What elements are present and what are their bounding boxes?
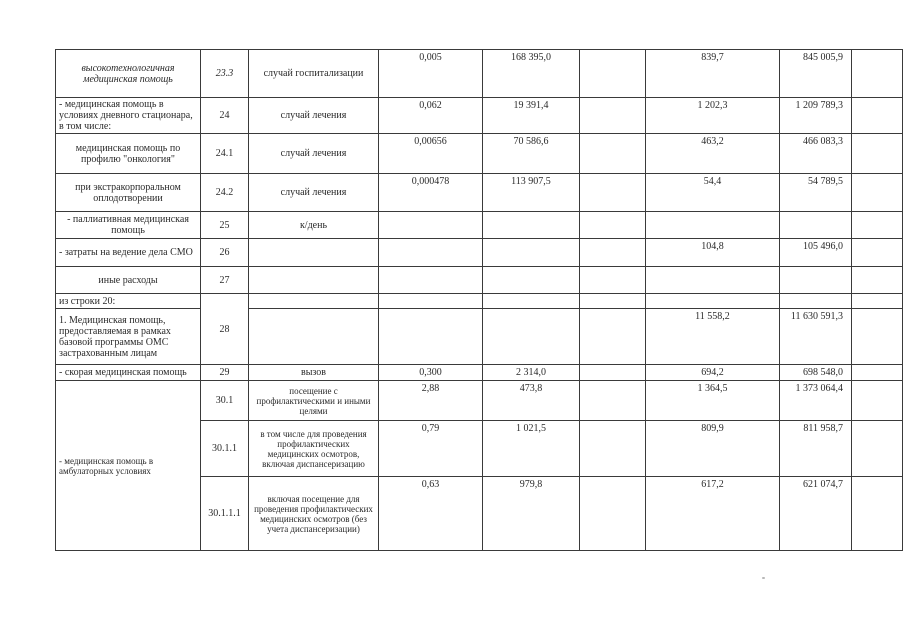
row-value-4: 11 558,2 [646, 309, 780, 365]
row-unit: включая посещение для проведения профилактических медицинских осмотров (без учета диспансеризации) [249, 477, 379, 551]
row-value-2 [483, 294, 580, 309]
row-value-5 [852, 421, 903, 477]
table-row [56, 174, 903, 212]
table-row [56, 212, 903, 239]
row-value-1 [379, 294, 483, 309]
row-number: 26 [201, 239, 249, 267]
scan-speck [762, 577, 765, 579]
row-unit: случай лечения [249, 134, 379, 174]
row-number: 25 [201, 212, 249, 239]
row-value-5 [852, 212, 903, 239]
row-value-4 [646, 267, 780, 294]
row-value-1: 0,79 [379, 421, 483, 477]
row-value-1 [379, 267, 483, 294]
row-value-5 [852, 50, 903, 98]
row-name: - медицинская помощь в амбулаторных условиях [56, 381, 201, 551]
row-unit: вызов [249, 365, 379, 381]
row-value-5 [852, 365, 903, 381]
row-name: иные расходы [56, 267, 201, 294]
row-unit: случай лечения [249, 98, 379, 134]
table-row [56, 134, 903, 174]
row-value-2: 473,8 [483, 381, 580, 421]
row-value-4: 104,8 [646, 239, 780, 267]
row-value-4: 463,2 [646, 134, 780, 174]
row-value-4: 617,2 [646, 477, 780, 551]
row-unit: в том числе для проведения профилактических медицинских осмотров, включая диспансеризацию [249, 421, 379, 477]
row-value-2: 2 314,0 [483, 365, 580, 381]
row-value-3 [580, 477, 646, 551]
row-value-6 [780, 267, 852, 294]
row-value-5 [852, 174, 903, 212]
row-value-5 [852, 294, 903, 309]
table-row [56, 381, 903, 421]
row-value-3 [580, 381, 646, 421]
row-value-6: 621 074,7 [780, 477, 852, 551]
row-value-3 [580, 134, 646, 174]
row-number: 30.1 [201, 381, 249, 421]
row-number: 30.1.1 [201, 421, 249, 477]
row-number: 30.1.1.1 [201, 477, 249, 551]
row-value-2 [483, 267, 580, 294]
row-value-5 [852, 98, 903, 134]
row-value-1: 0,062 [379, 98, 483, 134]
row-value-5 [852, 239, 903, 267]
row-value-4 [646, 212, 780, 239]
row-value-1: 0,63 [379, 477, 483, 551]
row-unit: к/день [249, 212, 379, 239]
row-name: высокотехнологичная медицинская помощь [56, 50, 201, 98]
row-value-6: 1 209 789,3 [780, 98, 852, 134]
row-value-1: 0,000478 [379, 174, 483, 212]
row-value-4: 694,2 [646, 365, 780, 381]
table-row [56, 309, 903, 365]
row-number: 24.2 [201, 174, 249, 212]
table-row [56, 50, 903, 98]
row-value-1: 2,88 [379, 381, 483, 421]
row-value-4: 1 202,3 [646, 98, 780, 134]
row-value-3 [580, 294, 646, 309]
row-value-6: 11 630 591,3 [780, 309, 852, 365]
row-value-4: 1 364,5 [646, 381, 780, 421]
row-value-1: 0,005 [379, 50, 483, 98]
row-name: из строки 20: [56, 294, 201, 309]
data-table [55, 49, 903, 551]
row-value-3 [580, 267, 646, 294]
row-name: 1. Медицинская помощь, предоставляемая в рамках базовой программы ОМС застрахованным лицам [56, 309, 201, 365]
row-value-4 [646, 294, 780, 309]
row-name: - медицинская помощь в условиях дневного стационара, в том числе: [56, 98, 201, 134]
row-number: 29 [201, 365, 249, 381]
row-unit [249, 294, 379, 309]
row-unit: случай лечения [249, 174, 379, 212]
row-value-5 [852, 309, 903, 365]
table-row [56, 239, 903, 267]
row-name: - паллиативная медицинская помощь [56, 212, 201, 239]
table-row [56, 98, 903, 134]
row-number: 24.1 [201, 134, 249, 174]
row-name: - скорая медицинская помощь [56, 365, 201, 381]
row-unit [249, 267, 379, 294]
row-value-6: 845 005,9 [780, 50, 852, 98]
row-value-2: 979,8 [483, 477, 580, 551]
row-value-6: 1 373 064,4 [780, 381, 852, 421]
row-value-3 [580, 421, 646, 477]
row-value-1 [379, 239, 483, 267]
row-number: 27 [201, 267, 249, 294]
row-number: 28 [201, 294, 249, 365]
row-number: 24 [201, 98, 249, 134]
row-value-6: 54 789,5 [780, 174, 852, 212]
row-value-4: 839,7 [646, 50, 780, 98]
row-unit: случай госпитализации [249, 50, 379, 98]
row-value-6 [780, 294, 852, 309]
table-row [56, 365, 903, 381]
row-value-2 [483, 212, 580, 239]
row-value-2: 113 907,5 [483, 174, 580, 212]
row-value-2: 70 586,6 [483, 134, 580, 174]
row-unit: посещение с профилактическими и иными целями [249, 381, 379, 421]
row-unit [249, 239, 379, 267]
row-value-2: 19 391,4 [483, 98, 580, 134]
row-value-2 [483, 239, 580, 267]
row-value-6 [780, 212, 852, 239]
row-value-3 [580, 365, 646, 381]
row-name: медицинская помощь по профилю "онкология" [56, 134, 201, 174]
row-value-1 [379, 309, 483, 365]
row-value-3 [580, 212, 646, 239]
row-value-4: 809,9 [646, 421, 780, 477]
table-row [56, 294, 903, 309]
row-value-6: 811 958,7 [780, 421, 852, 477]
row-value-2 [483, 309, 580, 365]
row-value-1: 0,00656 [379, 134, 483, 174]
row-value-5 [852, 381, 903, 421]
row-value-2: 1 021,5 [483, 421, 580, 477]
table-row [56, 267, 903, 294]
row-value-3 [580, 309, 646, 365]
row-unit [249, 309, 379, 365]
row-value-3 [580, 98, 646, 134]
row-value-1: 0,300 [379, 365, 483, 381]
row-value-1 [379, 212, 483, 239]
row-value-6: 698 548,0 [780, 365, 852, 381]
row-number: 23.3 [201, 50, 249, 98]
row-value-3 [580, 50, 646, 98]
row-value-3 [580, 239, 646, 267]
row-value-6: 466 083,3 [780, 134, 852, 174]
row-name: - затраты на ведение дела СМО [56, 239, 201, 267]
row-value-3 [580, 174, 646, 212]
row-value-2: 168 395,0 [483, 50, 580, 98]
row-value-5 [852, 477, 903, 551]
row-value-5 [852, 134, 903, 174]
row-name: при экстракорпоральном оплодотворении [56, 174, 201, 212]
row-value-4: 54,4 [646, 174, 780, 212]
row-value-6: 105 496,0 [780, 239, 852, 267]
row-value-5 [852, 267, 903, 294]
